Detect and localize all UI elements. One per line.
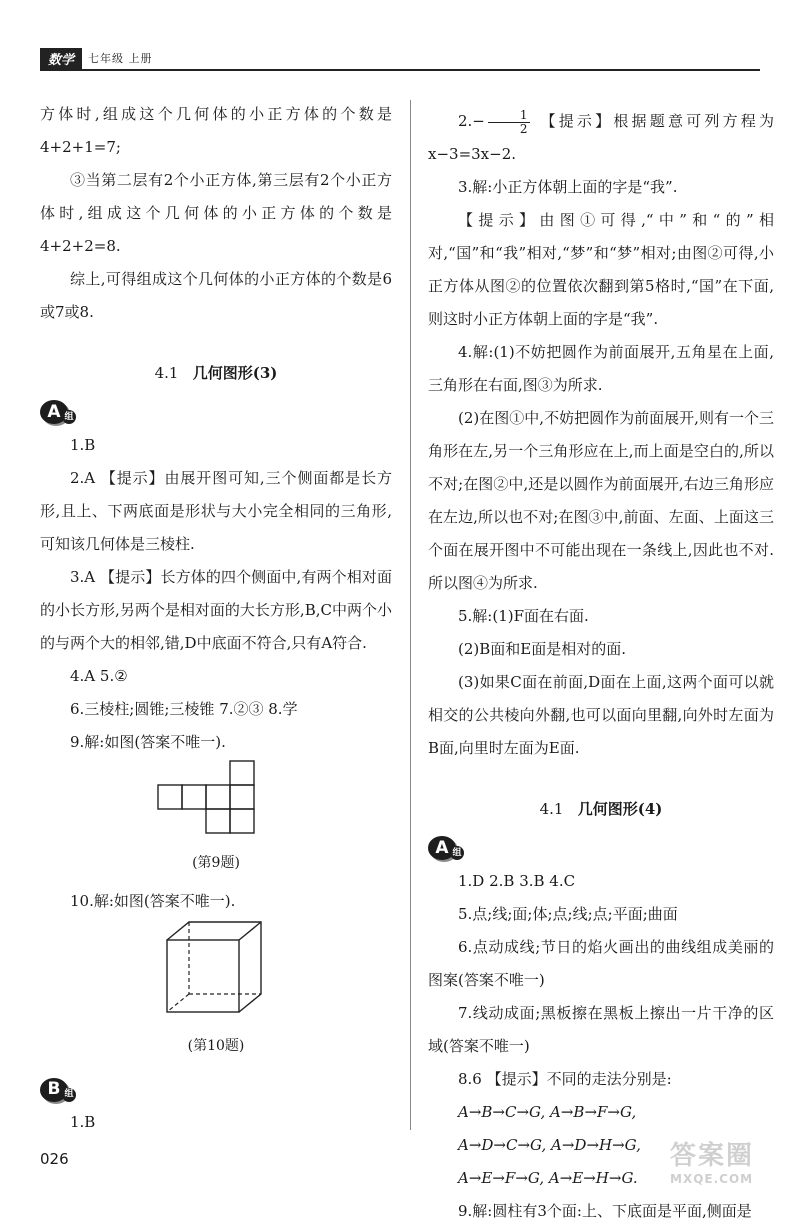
answer-item: 7.线动成面;黑板擦在黑板上擦出一片干净的区域(答案不唯一) [428,1003,774,1055]
group-a-badge [40,394,76,424]
answer-hint: 【提示】根据题意可列方程为x−3=3x−2. [428,112,774,163]
answer-item: 4.A 5.② [70,666,128,685]
fraction-denominator: 2 [519,121,528,136]
answer-item: 9.解:圆柱有3个面:上、下底面是平面,侧面是 [458,1201,752,1220]
cube-figure [40,918,392,1030]
answer-text: ③当第二层有2个小正方体,第三层有2个小正方体时,组成这个几何体的小正方体的个数是4+2+2=8. [40,171,392,255]
page-number: 026 [40,1150,69,1168]
section-title: 几何图形(3) [192,364,278,382]
path-list: A→D→C→G, A→D→H→G, [458,1135,641,1154]
answer-item: 3.解:小正方体朝上面的字是“我”. [458,178,678,196]
group-a-badge [428,830,464,860]
watermark-url: MXQE.COM [670,1172,754,1186]
badge-group: 组 [62,410,76,424]
answer-item: (3)如果C面在前面,D面在上面,这两个面可以就相交的公共棱向外翻,也可以面向里翻,向外时左面为B面,向里时左面为E面. [428,673,774,757]
section-number: 4.1 [154,364,179,382]
path-list: A→E→F→G, A→E→H→G. [458,1168,638,1187]
badge-letter: A [40,400,68,424]
answer-item: 9.解:如图(答案不唯一). [70,732,226,751]
section-number: 4.1 [539,800,564,818]
badge-group: 组 [62,1088,76,1102]
group-b-badge [40,1072,76,1102]
watermark-logo [670,1135,782,1193]
answer-item: 6.点动成线;节日的焰火画出的曲线组成美丽的图案(答案不唯一) [428,937,774,989]
subject-tag: 数学 [40,48,82,69]
badge-letter: B [40,1078,68,1102]
answer-item: 8.6 【提示】不同的走法分别是: [458,1069,672,1088]
answer-item: 10.解:如图(答案不唯一). [70,891,236,910]
answer-item: 3.A 【提示】长方体的四个侧面中,有两个相对面的小长方形,另两个是相对面的大长方形,B,C中两个小的与两个大的相邻,错,D中底面不符合,只有A符合. [40,567,392,652]
answer-item: 4.解:(1)不妨把圆作为前面展开,五角星在上面,三角形在右面,图③为所求. [428,343,774,394]
fraction-numerator: 1 [488,109,530,123]
grade-label: 七年级 上册 [88,52,153,65]
column-divider [410,100,411,1130]
answer-item: (2)B面和E面是相对的面. [458,640,626,658]
section-heading [40,357,392,390]
answer-item: (2)在图①中,不妨把圆作为前面展开,则有一个三角形在左,另一个三角形应在上,而上面是空白的,所以不对;在图②中,还是以圆作为前面展开,右边三角形应在左边,所以也不对;在图③中,前面、左面、上面这三个面在展开图中不可能出现在一条线上,因此也不对.所以图④为所求. [428,409,774,592]
cube-net-diagram [146,759,286,835]
answer-hint: 【提示】由图①可得,“中”和“的”相对,“国”和“我”相对,“梦”和“梦”相对;由图②可得,小正方体从图②的位置依次翻到第5格时,“国”在下面,则这时小正方体朝上面的字是“我”. [428,211,774,328]
left-column [40,98,392,1139]
answer-item: 5.点;线;面;体;点;线;点;平面;曲面 [458,904,678,923]
answer-item [428,105,774,171]
path-list: A→B→C→G, A→B→F→G, [458,1102,637,1121]
figure-caption: (第9题) [192,854,240,871]
right-column [428,105,774,1228]
answer-item: 1.B [70,1113,96,1131]
badge-letter: A [428,836,456,860]
answer-text: 综上,可得组成这个几何体的小正方体的个数是6或7或8. [40,270,392,321]
running-header [40,48,153,68]
net-figure [40,759,392,847]
fraction [488,109,530,136]
cube-diagram [161,918,271,1018]
header-rule [40,69,760,71]
answer-item: 6.三棱柱;圆锥;三棱锥 7.②③ 8.学 [70,699,298,718]
answer-prefix: 2.− [458,112,485,130]
badge-group: 组 [450,846,464,860]
answer-item: 5.解:(1)F面在右面. [458,607,589,625]
answer-item: 1.B [70,435,96,454]
answer-item: 1.D 2.B 3.B 4.C [458,871,576,890]
watermark-text: 答案圈 [670,1141,755,1171]
section-heading [428,793,774,826]
answer-text: 方体时,组成这个几何体的小正方体的个数是4+2+1=7; [40,105,392,156]
figure-caption: (第10题) [187,1037,245,1054]
answer-item: 2.A 【提示】由展开图可知,三个侧面都是长方形,且上、下两底面是形状与大小完全相同的三角形,可知该几何体是三棱柱. [40,468,392,553]
section-title: 几何图形(4) [577,800,663,818]
